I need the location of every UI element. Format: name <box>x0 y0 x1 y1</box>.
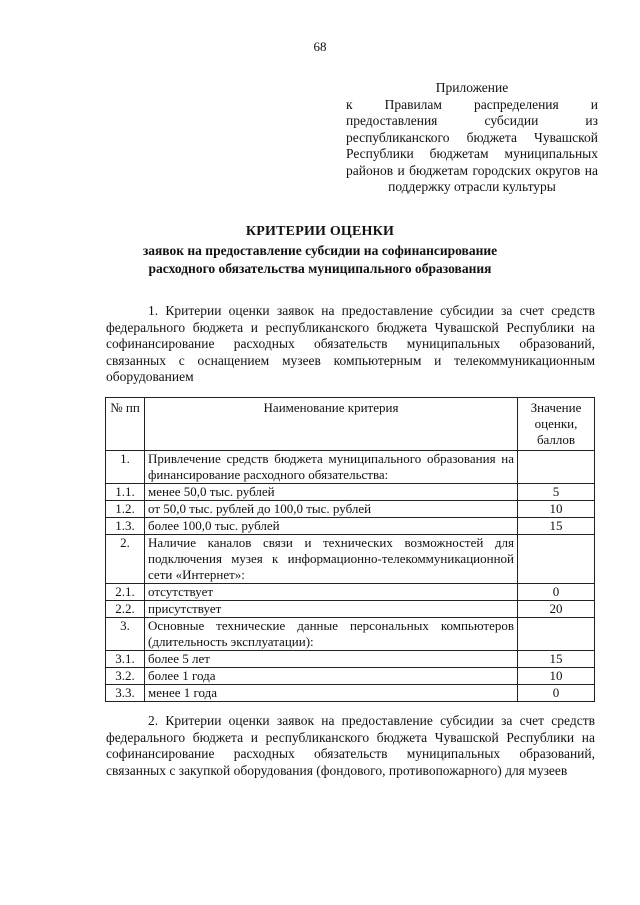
document-title <box>0 222 640 278</box>
row-name: менее 50,0 тыс. рублей <box>145 484 518 501</box>
row-name: присутствует <box>145 601 518 618</box>
row-name: Привлечение средств бюджета муниципального образования на финансирование расходного обязательства: <box>145 451 518 484</box>
row-num: 2.1. <box>106 584 145 601</box>
row-num: 1. <box>106 451 145 484</box>
row-value: 15 <box>518 651 595 668</box>
row-name: отсутствует <box>145 584 518 601</box>
row-name: более 5 лет <box>145 651 518 668</box>
criteria-table <box>105 397 595 702</box>
table-row <box>106 618 595 651</box>
table-row <box>106 584 595 601</box>
row-value <box>518 451 595 484</box>
row-name: менее 1 года <box>145 685 518 702</box>
table-header-row <box>106 398 595 451</box>
header-name: Наименование критерия <box>145 398 518 451</box>
row-num: 1.3. <box>106 518 145 535</box>
paragraph-1: 1. Критерии оценки заявок на предоставление субсидии за счет средств федерального бюджета и республиканского бюджета Чувашской Республики на софинансирование расходных обязательств муниципальных образований, связанных с оснащением музеев компьютерным и телекоммуникационным оборудованием <box>106 303 595 384</box>
row-value: 15 <box>518 518 595 535</box>
header-num: № пп <box>106 398 145 451</box>
appendix-body: к Правилам распределения и предоставления субсидии из республиканского бюджета Чувашской Республики бюджетам муниципальных районов и бюджетам городских округов на поддержку отрасли культуры <box>346 96 598 194</box>
table-row <box>106 484 595 501</box>
row-num: 3.3. <box>106 685 145 702</box>
row-value <box>518 618 595 651</box>
table-row <box>106 685 595 702</box>
row-num: 3. <box>106 618 145 651</box>
table-row <box>106 501 595 518</box>
title-line-1: КРИТЕРИИ ОЦЕНКИ <box>245 224 395 239</box>
table-row <box>106 535 595 584</box>
page-number: 68 <box>313 39 327 54</box>
title-line-3: расходного обязательства муниципального образования <box>148 261 492 276</box>
table-row <box>106 518 595 535</box>
row-value: 20 <box>518 601 595 618</box>
appendix-note <box>346 80 598 196</box>
appendix-heading: Приложение <box>435 80 509 95</box>
row-num: 3.2. <box>106 668 145 685</box>
row-value: 0 <box>518 685 595 702</box>
row-num: 2. <box>106 535 145 584</box>
row-value: 0 <box>518 584 595 601</box>
header-value: Значение оценки, баллов <box>518 398 595 451</box>
title-line-2: заявок на предоставление субсидии на софинансирование <box>142 243 498 258</box>
row-name: Основные технические данные персональных компьютеров (длительность эксплуатации): <box>145 618 518 651</box>
row-value: 10 <box>518 501 595 518</box>
row-name: от 50,0 тыс. рублей до 100,0 тыс. рублей <box>145 501 518 518</box>
row-num: 1.2. <box>106 501 145 518</box>
row-name: более 100,0 тыс. рублей <box>145 518 518 535</box>
row-num: 2.2. <box>106 601 145 618</box>
row-name: Наличие каналов связи и технических возможностей для подключения музея к информационно-телекоммуникационной сети «Интернет»: <box>145 535 518 584</box>
row-value: 5 <box>518 484 595 501</box>
row-value <box>518 535 595 584</box>
table-row <box>106 601 595 618</box>
table-row <box>106 451 595 484</box>
row-num: 1.1. <box>106 484 145 501</box>
table-row <box>106 651 595 668</box>
table-row <box>106 668 595 685</box>
row-name: более 1 года <box>145 668 518 685</box>
row-value: 10 <box>518 668 595 685</box>
paragraph-2: 2. Критерии оценки заявок на предоставление субсидии за счет средств федерального бюджета и республиканского бюджета Чувашской Республики на софинансирование расходных обязательств муниципальных образований, связанных с закупкой оборудования (фондового, противопожарного) для музеев <box>106 713 595 778</box>
row-num: 3.1. <box>106 651 145 668</box>
